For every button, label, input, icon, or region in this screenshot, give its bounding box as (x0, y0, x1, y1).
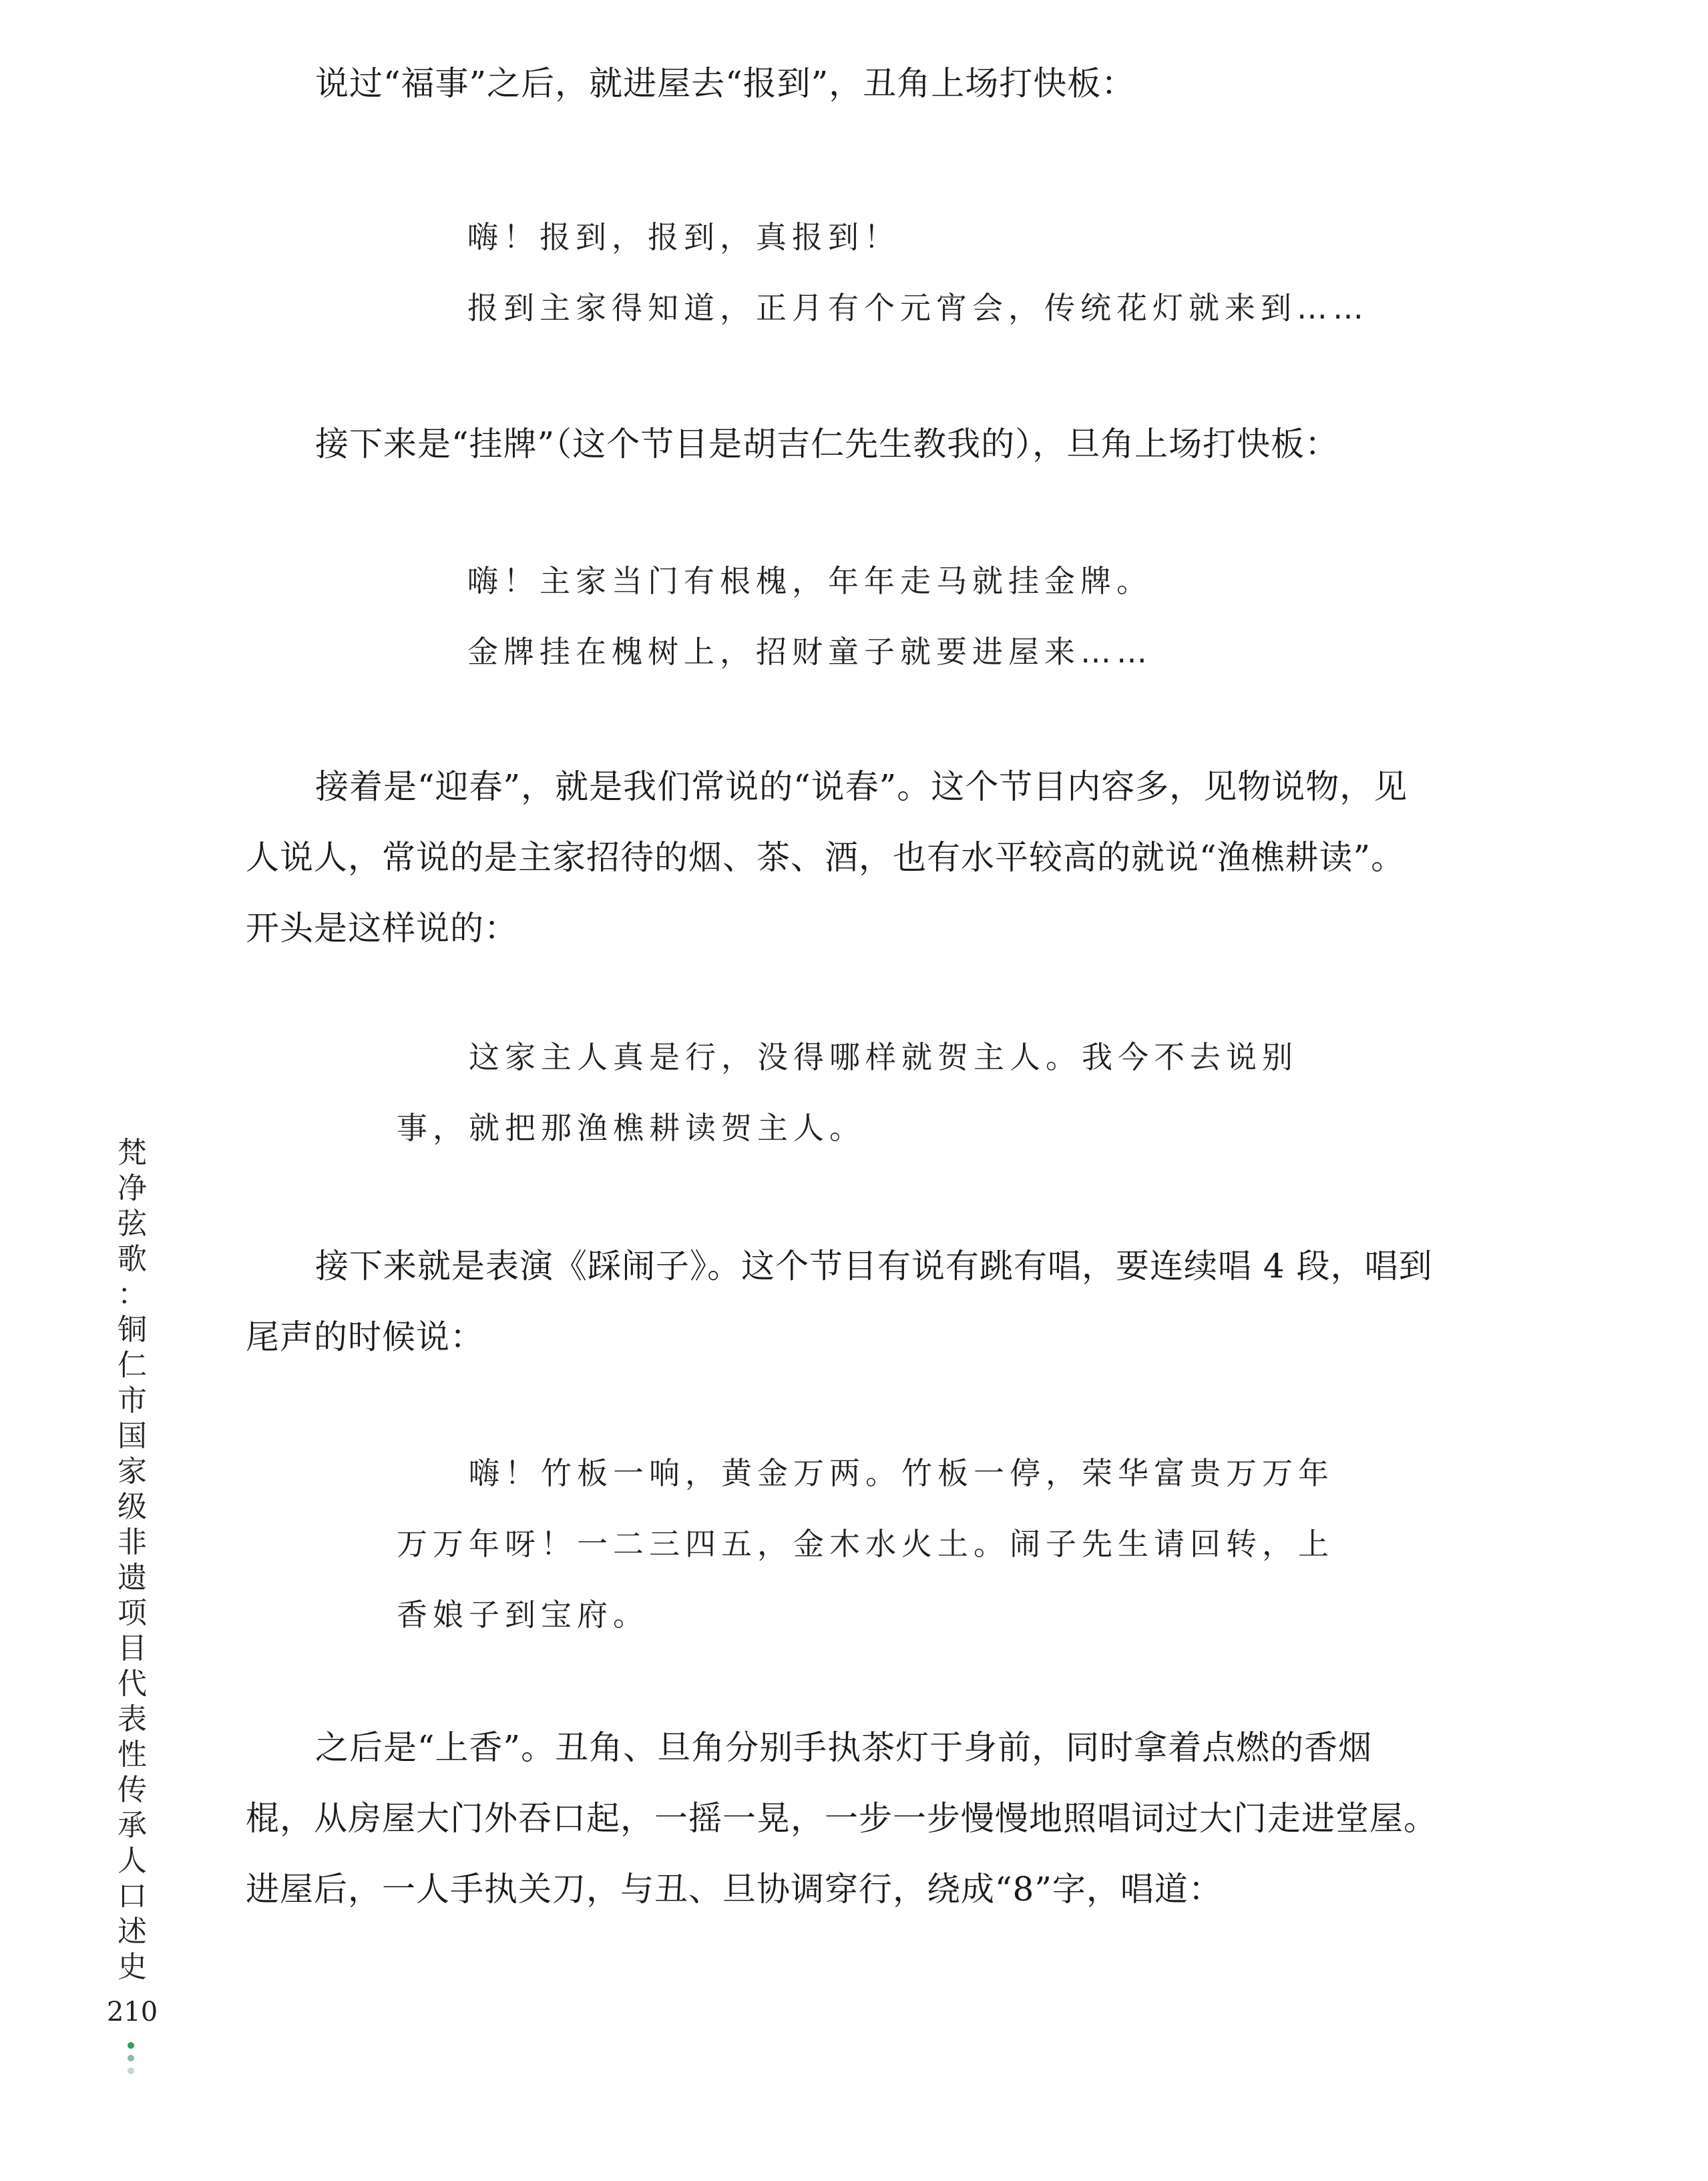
paragraph-3: 接着是“迎春”，就是我们常说的“说春”。这个节目内容多，见物说物，见 人说人，常说的是主家招待的烟、茶、酒，也有水平较高的就说“渔樵耕读”。 开头是这样说的： (246, 767, 1408, 948)
verse-1 (467, 202, 1369, 343)
verse-line: 事，就把那渔樵耕读贺主人。 (397, 1110, 865, 1146)
paragraph-4: 接下来就是表演《踩闹子》。这个节目有说有跳有唱，要连续唱 4 段，唱到 尾声的时候说： (246, 1247, 1433, 1356)
verse-line: 万万年呀！一二三四五，金木水火土。闹子先生请回转，上 (397, 1526, 1334, 1562)
paragraph-2: 接下来是“挂牌”（这个节目是胡吉仁先生教我的），旦角上场打快板： (315, 425, 1339, 463)
verse-line: 这家主人真是行，没得哪样就贺主人。我今不去说别 (469, 1039, 1298, 1075)
decorative-dots (128, 2042, 136, 2080)
paragraph-1: 说过“福事”之后，就进屋去“报到”，丑角上场打快板： (315, 64, 1136, 103)
book-title-vertical: 梵 净 弦 歌 ： 铜 仁 市 国 家 级 非 遗 项 目 代 表 性 传 承 人 口 述 史 (118, 1136, 147, 1984)
verse-4 (397, 1438, 1334, 1650)
dot-icon (128, 2055, 134, 2061)
verse-3 (397, 1022, 1298, 1163)
page-number: 210 (106, 1997, 158, 2027)
verse-line: 报到主家得知道，正月有个元宵会，传统花灯就来到…… (467, 290, 1369, 326)
verse-line: 嗨！竹板一响，黄金万两。竹板一停，荣华富贵万万年 (469, 1455, 1334, 1491)
verse-line: 嗨！报到，报到，真报到！ (467, 219, 900, 255)
verse-2 (467, 546, 1152, 687)
verse-line: 嗨！主家当门有根槐，年年走马就挂金牌。 (467, 563, 1152, 599)
verse-line: 金牌挂在槐树上，招财童子就要进屋来…… (467, 634, 1152, 670)
verse-line: 香娘子到宝府。 (397, 1597, 649, 1633)
dot-icon (128, 2067, 134, 2074)
dot-icon (128, 2042, 134, 2049)
paragraph-5: 之后是“上香”。丑角、旦角分别手执茶灯于身前，同时拿着点燃的香烟 棍，从房屋大门外吞口起，一摇一晃，一步一步慢慢地照唱词过大门走进堂屋。 进屋后，一人手执关刀，与丑、旦协调穿行，绕成“8”字，唱道： (246, 1728, 1438, 1909)
